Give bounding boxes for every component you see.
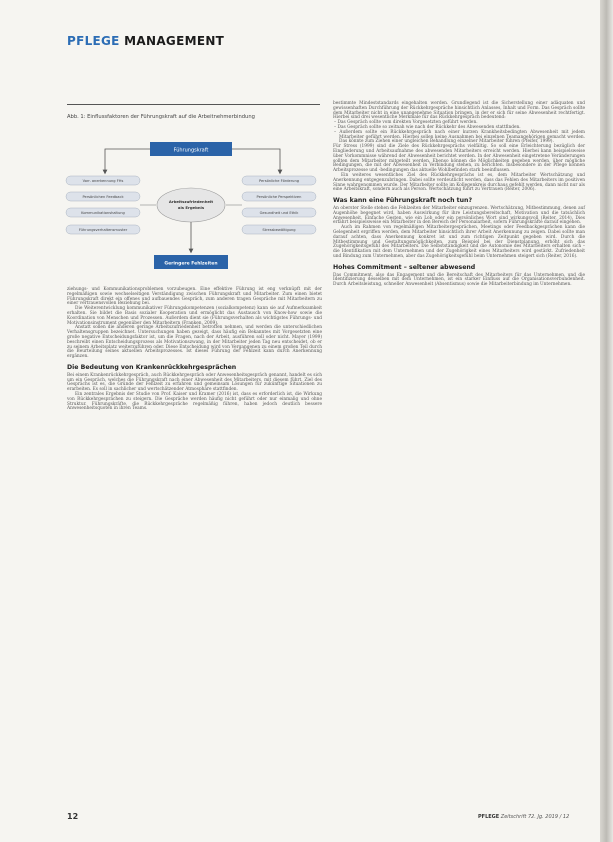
paragraph: An oberster Stelle stehen die Fehlzeiten der Mitarbeiter einzugrenzen. Wertschätzung, Mitbestimmung, denen auf Augenhöhe begegnet wird, haben Auswirkung für ihre Leistungsbereitschaft, Motivation und die tatsächlich Anwesenheit. Einfache Gesten, wie ein Lob oder ein persönliches Wort sind wirkungsvoll (Reiter, 2014). Dies erfährt beispielsweise ein Mitarbeiter in den Bereich der Personalarbeit, sofern Führungskräfte darauf eingehen. (333, 205, 585, 226)
center-label-line1: Arbeitszufriedenheit (168, 199, 214, 204)
section-heading: Die Bedeutung von Krankenrückkehrgesprächen (67, 363, 237, 371)
section-heading: Was kann eine Führungskraft noch tun? (333, 197, 473, 205)
leader-label: Führungskraft (173, 147, 209, 154)
figure-caption: Abb. 1: Einflussfaktoren der Führungskraft auf die Arbeitnehmerbindung (67, 114, 255, 120)
header-subtitle: MANAGEMENT (124, 34, 225, 48)
factor-label: Gesundheit und Ethik (259, 211, 299, 216)
bullet-text: Das Gespräch sollte vom direkten Vorgesetzten geführt werden. (337, 120, 478, 126)
factor-label: Kommunikationshaltung (81, 211, 125, 216)
paragraph: ziehungs- und Kommunikationsproblemen vorzubeugen. Eine effektive Führung ist eng verknüpft mit der regelmäßigen sowie wechselseitigen Verständigung zwischen Führungskraft und Mitarbeiter. Zum einen bietet Führungskraft direkt ein offenes und aufbauendes Gespräch, zum anderen tragen Gespräche mit Mitarbeitern zu einer vertrauensvollen Beziehung bei. (67, 287, 322, 307)
arrow-right (232, 149, 280, 172)
right-factors (242, 176, 316, 234)
footer-issue-label: Zeitschrift (500, 814, 527, 820)
left-factors (66, 176, 140, 234)
factor-label: Persönliche Perspektiven (256, 195, 302, 200)
paragraph: Anstatt sollen die anderen geringe Arbeitszufriedenheit betroffen nehmen, und werden die unterschiedlichen Verhaltensgruppen bezeichnet. Untersuchungen haben gezeigt, dass häufig ein Bekanntes mit Vorgesetzten eine große negative Entscheidungsfaktor ist, um die Fragen, nach der Arbeit, ausführen soll oder nicht. Mayer (1999) beschreibt einen Entscheidungsprozess als Motivationszwang, in der Mitarbeiter jeden Tag neu entscheidet, ob er zu seinem Arbeitsplatz weiterzuführen oder. Diese Entscheidung wird von Vergangenen zu einem großen Teil durch die Beurteilung seines aktuellen Arbeitsprozesses. Ist dieses Führung der Fehlzeit kann durch Anerkennung ergänzen. (67, 325, 322, 360)
factor-label: Persönliche Förderung (258, 179, 300, 184)
paragraph: Für Stress (1999) sind die Ziele des Rückkehrgesprächs vielfältig. So soll eine Erleichterung bezüglich der Eingliederung und Arbeitsaufnahme des abwesenden Mitarbeiters erreicht werden. Hierbei kann beispielsweise über Vorkommnisse während der Abwesenheit berichtet werden. In der Abwesenheit eingetretene Veränderungen sollten dem Mitarbeiter mitgeteilt werden. Ebenso können die Möglichkeiten gegeben werden, über mögliche Bedingungen, die mit der Abwesenheit in Verbindung stehen, zu berichten. Insbesondere in der Pflege können Arbeitsprozesse und -bedingungen das aktuelle Wohlbefinden stark beeinflussen. (333, 144, 585, 174)
factor-label: Führungsverhaltensmuster (78, 228, 128, 233)
bullet-item: – Das Gespräch sollte vom direkten Vorgesetzten geführt werden. (334, 120, 478, 126)
result-label: Geringere Fehlzeiten (164, 261, 218, 267)
footer-brand: PFLEGE (478, 814, 500, 820)
paragraph: Bei einem Krankenrückkehrgespräch, auch Rückkehrgespräch oder Anwesenheitsgespräch genannt, handelt es sich um ein Gespräch, welches die Führungskraft nach einer Abwesenheit des Mitarbeiters, mit diesem führt. Ziel des Gesprächs ist es, die Gründe der Fehlzeit zu erfahren und gemeinsam Lösungen für zukünftige Situationen zu erarbeiten. Es soll in sachlicher und wertschätzender Atmosphäre stattfinden. (67, 372, 322, 393)
arrow-left (105, 149, 150, 172)
text-column-right (333, 102, 585, 288)
paragraph: Auch im Rahmen von regelmäßigen Mitarbeitergesprächen, Meetings oder Feedbackgesprächen kann die Gelegenheit ergriffen werden, dem Mitarbeiter hinsichtlich ihrer Arbeit Anerkennung zu zeigen. Dabei sollte man darauf achten, dass Anerkennung konkret ist und zum richtigen Zeitpunkt gegeben wird. Durch die Mitbestimmung und Gestaltungsmöglichkeiten, zum Beispiel bei der Dienstplanung, erhöht sich das Zugehörigkeitsgefühl des Mitarbeiters. Die Selbstständigkeit und die Autonomie des Mitarbeiters erhalten sich – die Identifikation mit dem Unternehmen und der Zugehörigkeit eines Mitarbeiters wird gestärkt. Zufriedenheit und Bindung zum Unternehmen, aber das Zugehörigkeitsgefühl beim Unternehmen steigert sich (Reiter, 2016). (333, 225, 585, 259)
center-label-line2: als Ergebnis (177, 205, 205, 210)
footer-publication (478, 814, 569, 820)
paragraph: Die Weiterentwicklung kommunikativer Führungskompetenzen (sozialkompetenz) kann sie auf Aufmerksamkeit erhalten. Sie bildet die Basis sozialer Kooperation und ermöglicht das Austausch von Know-how sowie die Koordination von Menschen und Prozessen. Außerdem dient sie (Führungsverhalten als wichtigstes Führungs- und Motivationsinstrument gegenüber den Mitarbeitern (Franken, 2009). (67, 306, 322, 326)
factor-label: Vorr. anerkennung FHs (82, 179, 124, 184)
bullet-text: Außerdem sollte ein Rückkehrgespräch nach einer kurzen Krankheitsbedingten Abwesenheit mit jedem Mitarbeiter geführt werden. Hierbei sollen keine Ausnahmen bei einzelnen Teamangehörigen gemacht werden. Das könnte zum Ziehen einer ungleichen Behandlung einzelner Mitarbeiter führen (Pfeifer, 1999). (339, 129, 585, 145)
influence-diagram (60, 134, 322, 284)
footer-issue: 72. Jg. 2019 / 12 (527, 814, 570, 820)
factor-label: Persönlichen Feedback (82, 195, 124, 200)
section-heading: Hohes Commitment – seltener abwesend (333, 263, 476, 271)
factor-label: Stressbewältigung (262, 228, 296, 233)
paragraph: bestimmte Mindeststandards eingehalten werden. Grundlegend ist die Sicherstellung einer adäquaten und gewissenhaften Durchführung der Rückkehrgespräche hinsichtlich Anlasses, Inhalt und Form. Das Gespräch sollte dem Mitarbeiter nicht in eine unangenehme Situation bringen, in der er sich für seine Abwesenheit rechtfertigt. Hierbei sind drei wesentliche Merkmale für das Rückkehrgespräch bedeutend: (333, 101, 585, 121)
paragraph: Ein weiteres wesentliches Ziel des Rückkehrgesprächs ist es, dem Mitarbeiter Wertschätzung und Anerkennung entgegenzubringen. Dabei sollte verdeutlicht werden, dass das Fehlen des Mitarbeiters im positiven Sinne wahrgenommen wurde. Der Mitarbeiter sollte im Kollegenkreis durchaus gefehlt werden, dann nicht nur als eine Arbeitskraft, sondern auch als Person. Wertschätzung führt zu Vertrauen (Reiter, 2006). (333, 172, 585, 193)
page-binding-edge (600, 0, 613, 842)
figure-top-rule (67, 104, 320, 105)
page-number: 12 (67, 812, 79, 821)
bullet-item: – Das Gespräch sollte so zeitnah wie nach der Rückkehr des Abwesenden stattfinden. (334, 124, 521, 130)
header-keyword: PFLEGE (67, 34, 120, 48)
paragraph: Ein zentrales Ergebnis der Studie von Prof. Kaiser und Kramer (2016) ist, dass es erforderlich ist, die Wirkung von Rückkehrgesprächen zu steigern. Die Gespräche werden häufig nicht geführt oder nur einmalig und ohne Struktur. Führungskräfte, die Rückkehrgespräche regelmäßig führen, haben jedoch deutlich bessere Anwesenheitsquoten in ihren Teams. (67, 391, 322, 412)
text-column-left (67, 288, 322, 412)
bullet-text: Das Gespräch sollte so zeitnah wie nach der Rückkehr des Abwesenden stattfinden. (337, 124, 521, 130)
section-header (67, 34, 224, 48)
paragraph: Das Commitment, also das Engagement und die Bereitschaft des Mitarbeiters für das Unternehmen, und die Identifizierung desselben mit dem Unternehmen, ist ein starker Einfluss auf die Organisationsverbundenheit. Durch Arbeitsleistung, schneller Anwesenheit (Absentismus) sowie die Mitarbeiterbindung im Unternehmen. (333, 272, 585, 288)
bullet-item: – Außerdem sollte ein Rückkehrgespräch nach einer kurzen Krankheitsbedingten Abwesenheit mit jedem Mitarbeiter geführt werden. Hierbei sollen keine Ausnahmen bei einzelnen Teamangehörigen gemacht werden. Das könnte zum Ziehen einer ungleichen Behandlung einzelner Mitarbeiter führen (Pfeifer, 1999). (334, 129, 585, 145)
